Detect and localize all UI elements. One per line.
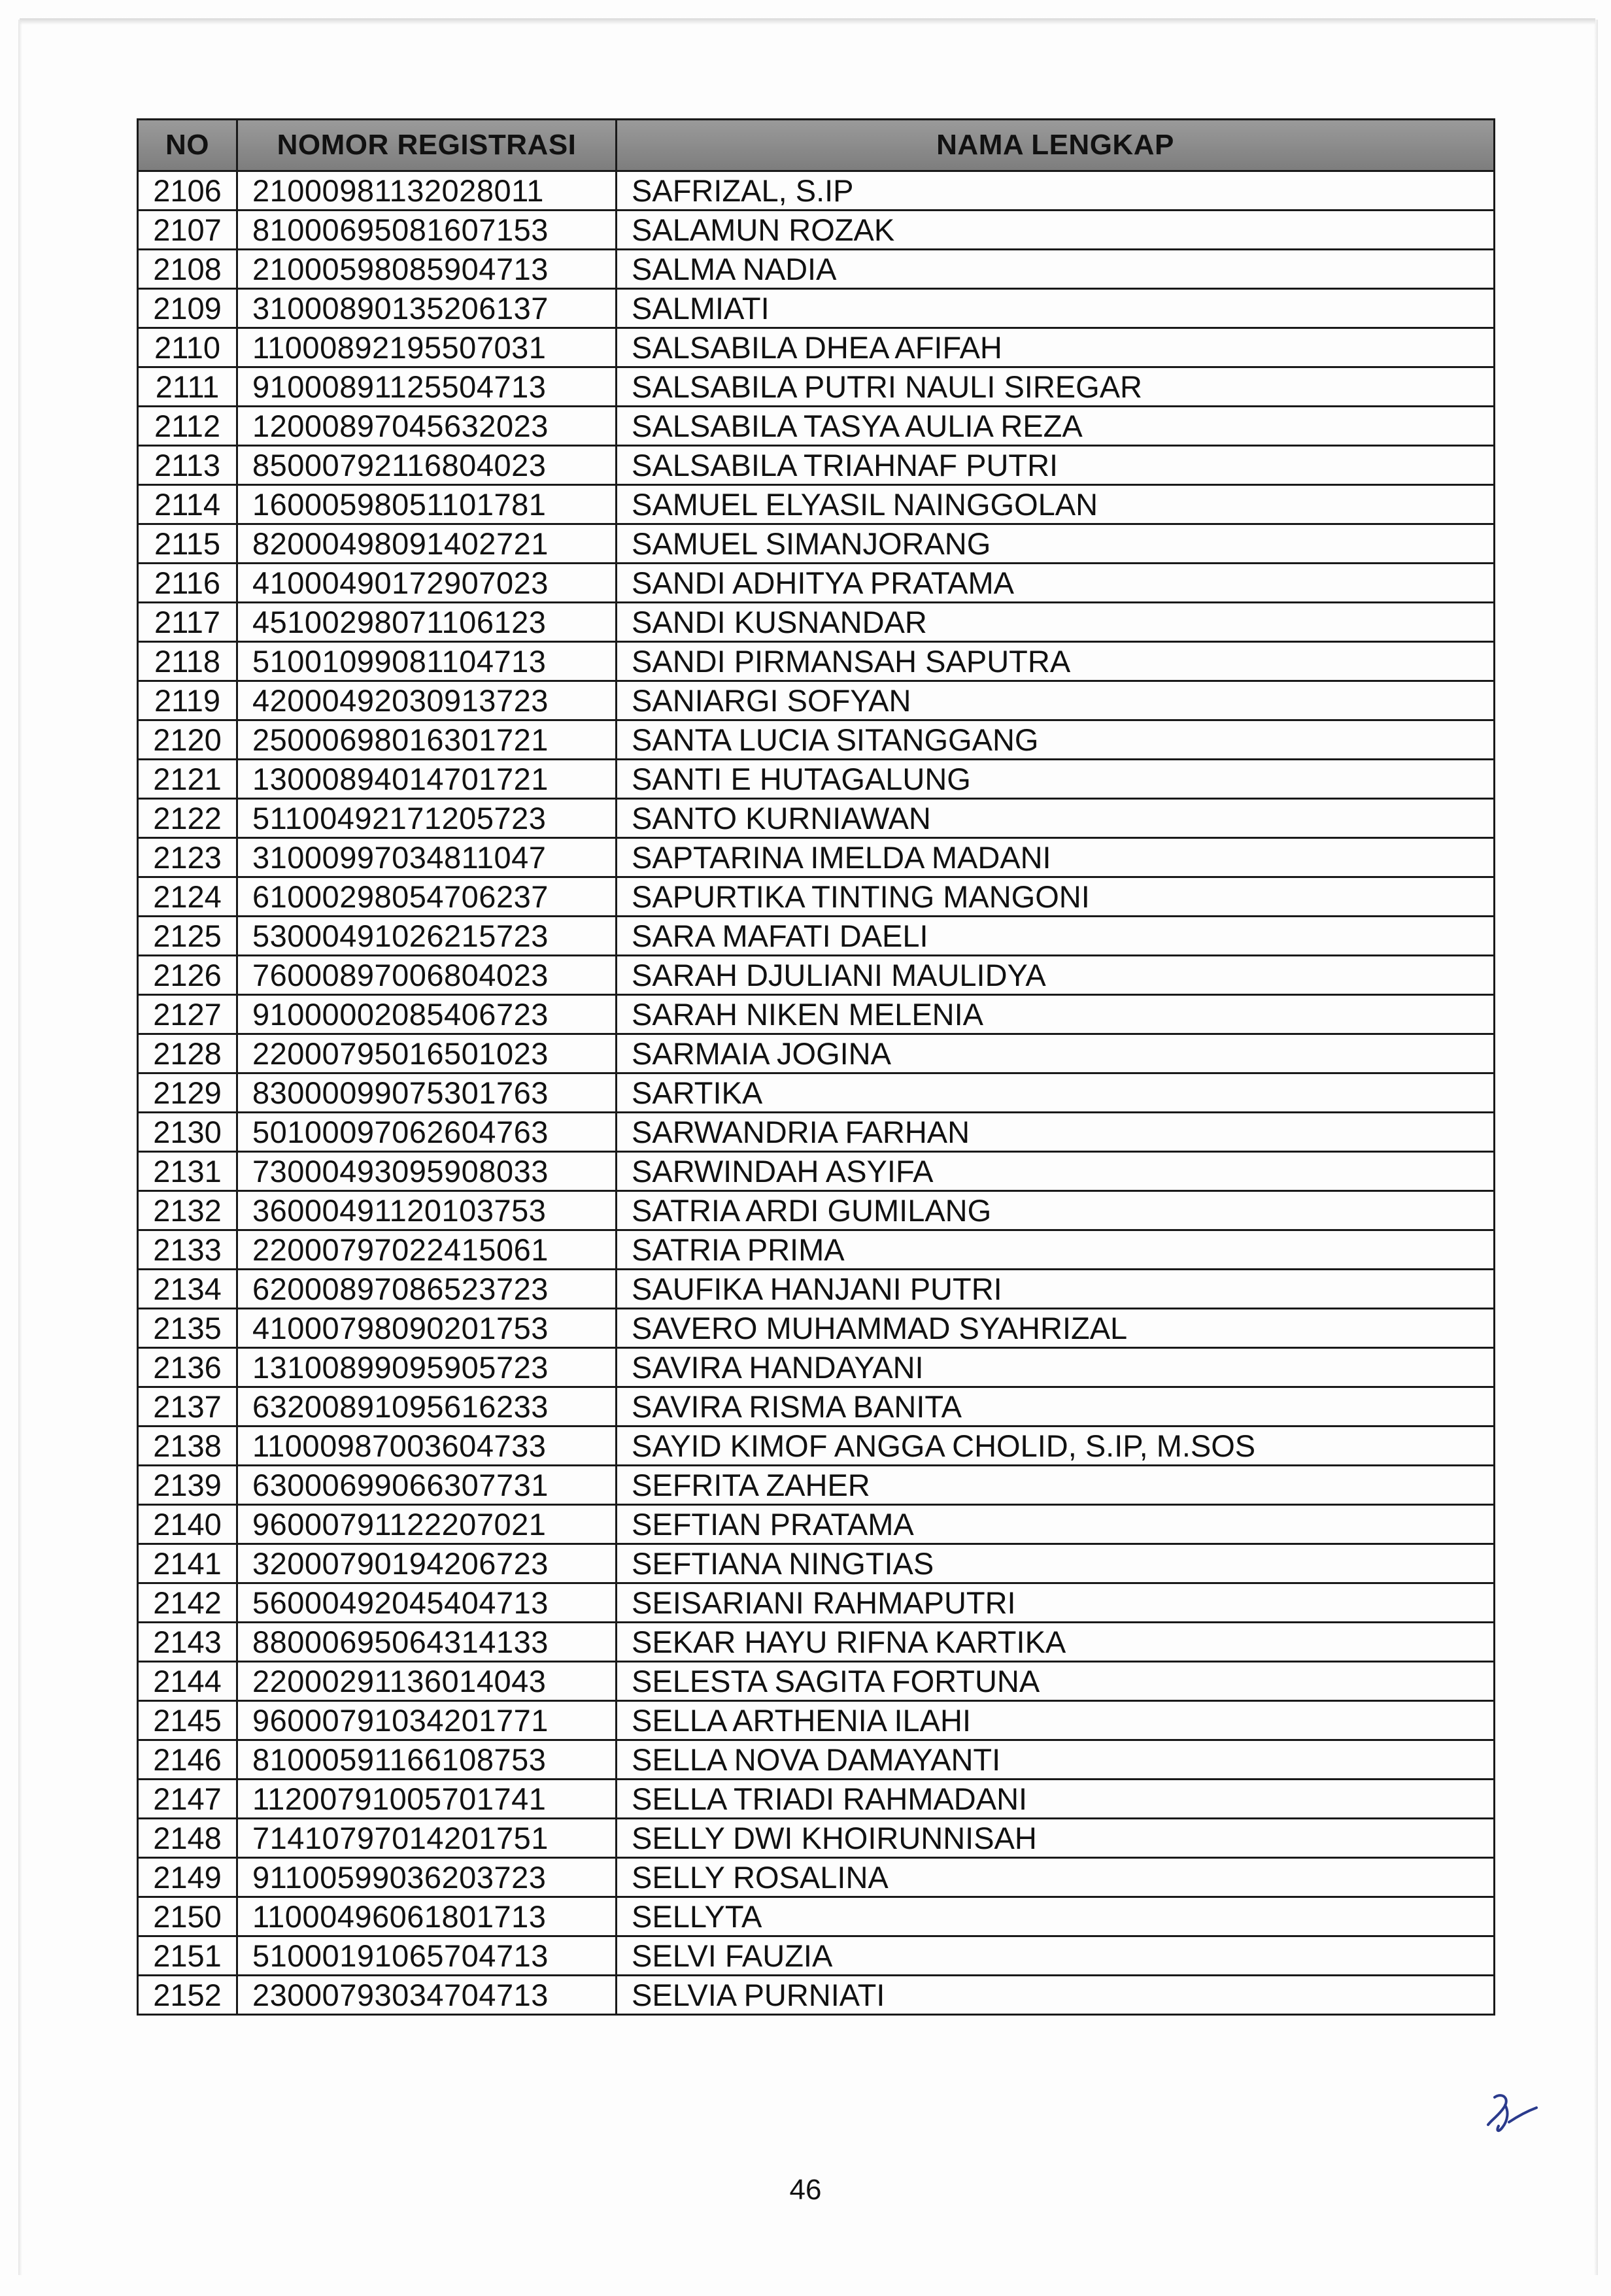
cell-full-name: SELVIA PURNIATI (617, 1976, 1495, 2015)
cell-full-name: SELLA TRIADI RAHMADANI (617, 1780, 1495, 1819)
header-full-name: NAMA LENGKAP (617, 120, 1495, 171)
header-no: NO (138, 120, 237, 171)
table-row (138, 1152, 1495, 1191)
table-row (138, 1034, 1495, 1073)
cell-registration-number: 51000191065704713 (237, 1936, 617, 1976)
cell-registration-number: 13000894014701721 (237, 760, 617, 799)
cell-full-name: SAYID KIMOF ANGGA CHOLID, S.IP, M.SOS (617, 1427, 1495, 1466)
cell-no: 2113 (138, 446, 237, 485)
cell-no: 2122 (138, 799, 237, 838)
table-row (138, 1976, 1495, 2015)
table-row (138, 1427, 1495, 1466)
scan-edge-top (20, 18, 1595, 25)
cell-no: 2134 (138, 1270, 237, 1309)
cell-registration-number: 31000997034811047 (237, 838, 617, 877)
cell-full-name: SELLA ARTHENIA ILAHI (617, 1701, 1495, 1740)
cell-registration-number: 91100599036203723 (237, 1858, 617, 1897)
table-row (138, 1348, 1495, 1387)
cell-registration-number: 51100492171205723 (237, 799, 617, 838)
table-row (138, 1230, 1495, 1270)
cell-full-name: SEISARIANI RAHMAPUTRI (617, 1583, 1495, 1623)
cell-registration-number: 11000496061801713 (237, 1897, 617, 1936)
cell-no: 2139 (138, 1466, 237, 1505)
table-row (138, 760, 1495, 799)
cell-registration-number: 45100298071106123 (237, 603, 617, 642)
cell-registration-number: 96000791034201771 (237, 1701, 617, 1740)
cell-full-name: SELLY DWI KHOIRUNNISAH (617, 1819, 1495, 1858)
cell-registration-number: 23000793034704713 (237, 1976, 617, 2015)
cell-no: 2112 (138, 407, 237, 446)
table-row (138, 838, 1495, 877)
table-row (138, 1309, 1495, 1348)
table-row (138, 956, 1495, 995)
cell-no: 2116 (138, 564, 237, 603)
table-row (138, 1466, 1495, 1505)
cell-full-name: SANTI E HUTAGALUNG (617, 760, 1495, 799)
cell-full-name: SALSABILA DHEA AFIFAH (617, 328, 1495, 367)
cell-no: 2144 (138, 1662, 237, 1701)
cell-full-name: SAPURTIKA TINTING MANGONI (617, 877, 1495, 917)
table-row (138, 1701, 1495, 1740)
table-header-row (138, 120, 1495, 171)
cell-full-name: SANIARGI SOFYAN (617, 681, 1495, 720)
table-row (138, 995, 1495, 1034)
cell-no: 2117 (138, 603, 237, 642)
cell-no: 2149 (138, 1858, 237, 1897)
cell-no: 2140 (138, 1505, 237, 1544)
cell-registration-number: 82000498091402721 (237, 524, 617, 564)
cell-registration-number: 91000002085406723 (237, 995, 617, 1034)
table-row (138, 603, 1495, 642)
table-row (138, 877, 1495, 917)
cell-full-name: SAVERO MUHAMMAD SYAHRIZAL (617, 1309, 1495, 1348)
cell-full-name: SAFRIZAL, S.IP (617, 171, 1495, 211)
cell-no: 2133 (138, 1230, 237, 1270)
cell-no: 2123 (138, 838, 237, 877)
table-row (138, 289, 1495, 328)
cell-no: 2118 (138, 642, 237, 681)
cell-no: 2121 (138, 760, 237, 799)
cell-full-name: SAMUEL ELYASIL NAINGGOLAN (617, 485, 1495, 524)
cell-full-name: SELESTA SAGITA FORTUNA (617, 1662, 1495, 1701)
cell-registration-number: 61000298054706237 (237, 877, 617, 917)
cell-registration-number: 81000695081607153 (237, 211, 617, 250)
cell-registration-number: 41000490172907023 (237, 564, 617, 603)
cell-registration-number: 22000795016501023 (237, 1034, 617, 1073)
header-registration-number: NOMOR REGISTRASI (237, 120, 617, 171)
cell-full-name: SALSABILA TASYA AULIA REZA (617, 407, 1495, 446)
table-body (138, 171, 1495, 2015)
cell-full-name: SEFTIAN PRATAMA (617, 1505, 1495, 1544)
cell-registration-number: 11000987003604733 (237, 1427, 617, 1466)
table-row (138, 407, 1495, 446)
table-row (138, 917, 1495, 956)
table-row (138, 1270, 1495, 1309)
table-row (138, 171, 1495, 211)
table-row (138, 328, 1495, 367)
cell-no: 2148 (138, 1819, 237, 1858)
cell-full-name: SEFRITA ZAHER (617, 1466, 1495, 1505)
table-row (138, 1740, 1495, 1780)
cell-full-name: SELLYTA (617, 1897, 1495, 1936)
cell-no: 2109 (138, 289, 237, 328)
cell-no: 2145 (138, 1701, 237, 1740)
cell-no: 2125 (138, 917, 237, 956)
cell-no: 2132 (138, 1191, 237, 1230)
cell-full-name: SARA MAFATI DAELI (617, 917, 1495, 956)
cell-registration-number: 25000698016301721 (237, 720, 617, 760)
table-row (138, 1623, 1495, 1662)
cell-full-name: SELLA NOVA DAMAYANTI (617, 1740, 1495, 1780)
cell-registration-number: 96000791122207021 (237, 1505, 617, 1544)
cell-full-name: SARMAIA JOGINA (617, 1034, 1495, 1073)
cell-full-name: SALMA NADIA (617, 250, 1495, 289)
cell-registration-number: 73000493095908033 (237, 1152, 617, 1191)
cell-no: 2110 (138, 328, 237, 367)
cell-full-name: SAMUEL SIMANJORANG (617, 524, 1495, 564)
table-row (138, 1819, 1495, 1858)
cell-full-name: SATRIA ARDI GUMILANG (617, 1191, 1495, 1230)
table-row (138, 642, 1495, 681)
cell-registration-number: 11000892195507031 (237, 328, 617, 367)
cell-full-name: SEKAR HAYU RIFNA KARTIKA (617, 1623, 1495, 1662)
cell-no: 2129 (138, 1073, 237, 1113)
cell-registration-number: 56000492045404713 (237, 1583, 617, 1623)
cell-no: 2141 (138, 1544, 237, 1583)
cell-full-name: SANTO KURNIAWAN (617, 799, 1495, 838)
cell-registration-number: 53000491026215723 (237, 917, 617, 956)
cell-full-name: SALSABILA PUTRI NAULI SIREGAR (617, 367, 1495, 407)
cell-full-name: SARAH NIKEN MELENIA (617, 995, 1495, 1034)
cell-no: 2131 (138, 1152, 237, 1191)
cell-no: 2146 (138, 1740, 237, 1780)
table-row (138, 485, 1495, 524)
cell-registration-number: 50100097062604763 (237, 1113, 617, 1152)
cell-full-name: SATRIA PRIMA (617, 1230, 1495, 1270)
cell-registration-number: 71410797014201751 (237, 1819, 617, 1858)
cell-full-name: SARAH DJULIANI MAULIDYA (617, 956, 1495, 995)
cell-registration-number: 36000491120103753 (237, 1191, 617, 1230)
cell-full-name: SALSABILA TRIAHNAF PUTRI (617, 446, 1495, 485)
cell-registration-number: 31000890135206137 (237, 289, 617, 328)
table-row (138, 1191, 1495, 1230)
cell-registration-number: 88000695064314133 (237, 1623, 617, 1662)
registration-table (137, 118, 1495, 2016)
cell-full-name: SARWANDRIA FARHAN (617, 1113, 1495, 1152)
cell-registration-number: 76000897006804023 (237, 956, 617, 995)
table-row (138, 1936, 1495, 1976)
table-row (138, 211, 1495, 250)
cell-registration-number: 22000797022415061 (237, 1230, 617, 1270)
table-row (138, 367, 1495, 407)
cell-registration-number: 81000591166108753 (237, 1740, 617, 1780)
table-row (138, 446, 1495, 485)
cell-no: 2150 (138, 1897, 237, 1936)
cell-registration-number: 85000792116804023 (237, 446, 617, 485)
cell-no: 2152 (138, 1976, 237, 2015)
table-row (138, 681, 1495, 720)
cell-full-name: SALAMUN ROZAK (617, 211, 1495, 250)
cell-no: 2126 (138, 956, 237, 995)
cell-no: 2106 (138, 171, 237, 211)
cell-full-name: SARTIKA (617, 1073, 1495, 1113)
table-row (138, 1662, 1495, 1701)
cell-no: 2151 (138, 1936, 237, 1976)
cell-no: 2108 (138, 250, 237, 289)
cell-registration-number: 63000699066307731 (237, 1466, 617, 1505)
cell-full-name: SEFTIANA NINGTIAS (617, 1544, 1495, 1583)
cell-registration-number: 22000291136014043 (237, 1662, 617, 1701)
cell-no: 2127 (138, 995, 237, 1034)
table-row (138, 799, 1495, 838)
cell-registration-number: 32000790194206723 (237, 1544, 617, 1583)
cell-full-name: SARWINDAH ASYIFA (617, 1152, 1495, 1191)
cell-registration-number: 11200791005701741 (237, 1780, 617, 1819)
cell-registration-number: 51001099081104713 (237, 642, 617, 681)
cell-registration-number: 12000897045632023 (237, 407, 617, 446)
cell-no: 2111 (138, 367, 237, 407)
cell-no: 2135 (138, 1309, 237, 1348)
cell-no: 2114 (138, 485, 237, 524)
cell-no: 2124 (138, 877, 237, 917)
cell-full-name: SALMIATI (617, 289, 1495, 328)
table-row (138, 720, 1495, 760)
table-row (138, 1583, 1495, 1623)
table-row (138, 250, 1495, 289)
table-row (138, 1387, 1495, 1427)
cell-full-name: SANDI KUSNANDAR (617, 603, 1495, 642)
cell-full-name: SELLY ROSALINA (617, 1858, 1495, 1897)
table-row (138, 1780, 1495, 1819)
cell-no: 2136 (138, 1348, 237, 1387)
table-row (138, 1505, 1495, 1544)
cell-registration-number: 21000598085904713 (237, 250, 617, 289)
table-row (138, 1113, 1495, 1152)
cell-no: 2142 (138, 1583, 237, 1623)
cell-full-name: SANTA LUCIA SITANGGANG (617, 720, 1495, 760)
cell-full-name: SAVIRA HANDAYANI (617, 1348, 1495, 1387)
scan-edge-right (1594, 20, 1598, 2275)
cell-no: 2120 (138, 720, 237, 760)
table-row (138, 524, 1495, 564)
cell-registration-number: 16000598051101781 (237, 485, 617, 524)
cell-full-name: SAVIRA RISMA BANITA (617, 1387, 1495, 1427)
cell-no: 2107 (138, 211, 237, 250)
cell-registration-number: 62000897086523723 (237, 1270, 617, 1309)
table-row (138, 1544, 1495, 1583)
cell-no: 2147 (138, 1780, 237, 1819)
table-row (138, 1073, 1495, 1113)
cell-registration-number: 91000891125504713 (237, 367, 617, 407)
cell-registration-number: 63200891095616233 (237, 1387, 617, 1427)
table-row (138, 1858, 1495, 1897)
cell-no: 2119 (138, 681, 237, 720)
cell-no: 2138 (138, 1427, 237, 1466)
cell-registration-number: 41000798090201753 (237, 1309, 617, 1348)
cell-registration-number: 21000981132028011 (237, 171, 617, 211)
cell-no: 2115 (138, 524, 237, 564)
cell-full-name: SANDI PIRMANSAH SAPUTRA (617, 642, 1495, 681)
cell-no: 2128 (138, 1034, 237, 1073)
cell-full-name: SELVI FAUZIA (617, 1936, 1495, 1976)
table-row (138, 564, 1495, 603)
table-row (138, 1897, 1495, 1936)
page-number: 46 (789, 2174, 822, 2206)
cell-registration-number: 83000099075301763 (237, 1073, 617, 1113)
cell-registration-number: 42000492030913723 (237, 681, 617, 720)
cell-no: 2143 (138, 1623, 237, 1662)
cell-no: 2137 (138, 1387, 237, 1427)
cell-no: 2130 (138, 1113, 237, 1152)
cell-full-name: SAUFIKA HANJANI PUTRI (617, 1270, 1495, 1309)
cell-full-name: SANDI ADHITYA PRATAMA (617, 564, 1495, 603)
initial-signature-mark (1476, 2085, 1548, 2144)
cell-registration-number: 13100899095905723 (237, 1348, 617, 1387)
cell-full-name: SAPTARINA IMELDA MADANI (617, 838, 1495, 877)
scan-edge-left (18, 20, 22, 2275)
